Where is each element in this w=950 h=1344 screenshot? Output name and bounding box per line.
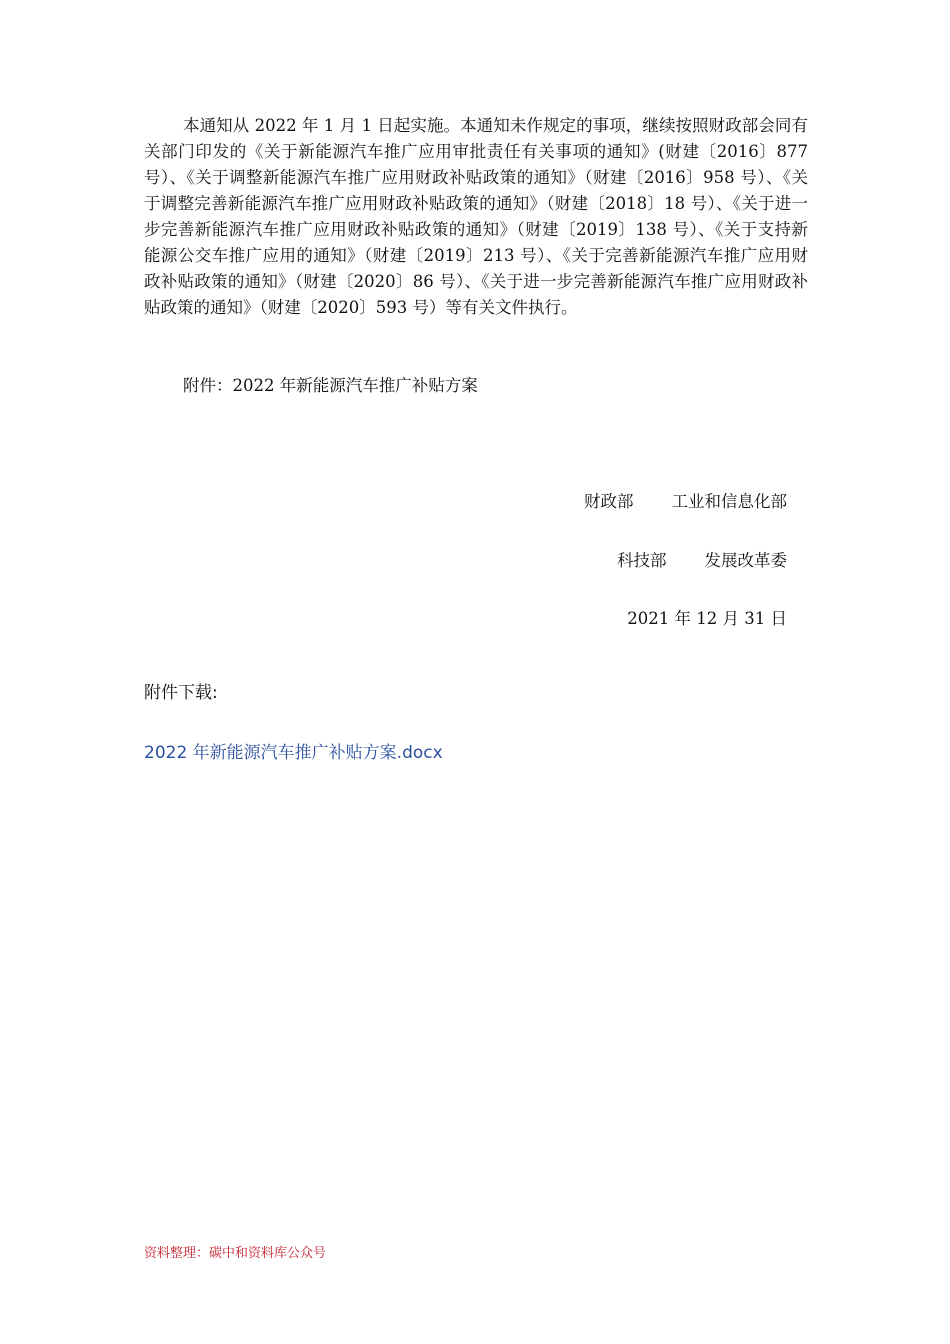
signatory-line-2 — [617, 548, 787, 574]
notice-body-paragraph: 本通知从 2022 年 1 月 1 日起实施。本通知未作规定的事项，继续按照财政部会同有关部门印发的《关于新能源汽车推广应用审批责任有关事项的通知》(财建〔2016〕877 号）、《关于调整新能源汽车推广应用财政补贴政策的通知》（财建〔2016〕958 号）、《关于调整完善新能源汽车推广应用财政补贴政策的通知》（财建〔2018〕18 号）、《关于进一步完善新能源汽车推广应用财政补贴政策的通知》（财建〔2019〕138 号）、《关于支持新能源公交车推广应用的通知》（财建〔2019〕213 号）、《关于完善新能源汽车推广应用财政补贴政策的通知》（财建〔2020〕86 号）、《关于进一步完善新能源汽车推广应用财政补贴政策的通知》（财建〔2020〕593 号）等有关文件执行。 — [144, 116, 808, 317]
footer-credit: 资料整理：碳中和资料库公众号 — [144, 1246, 327, 1261]
issue-date: 2021 年 12 月 31 日 — [627, 609, 787, 628]
signatory-ndrc: 发展改革委 — [704, 551, 787, 570]
signatory-ministry-of-finance: 财政部 — [584, 492, 634, 511]
signatory-line-1 — [584, 489, 787, 515]
attachment-download-heading: 附件下载: — [144, 683, 218, 703]
attachment-note: 附件：2022 年新能源汽车推广补贴方案 — [183, 376, 478, 395]
attachment-download-link[interactable]: 2022 年新能源汽车推广补贴方案.docx — [144, 743, 443, 763]
signatory-miit: 工业和信息化部 — [671, 492, 787, 511]
signatory-most: 科技部 — [617, 551, 667, 570]
